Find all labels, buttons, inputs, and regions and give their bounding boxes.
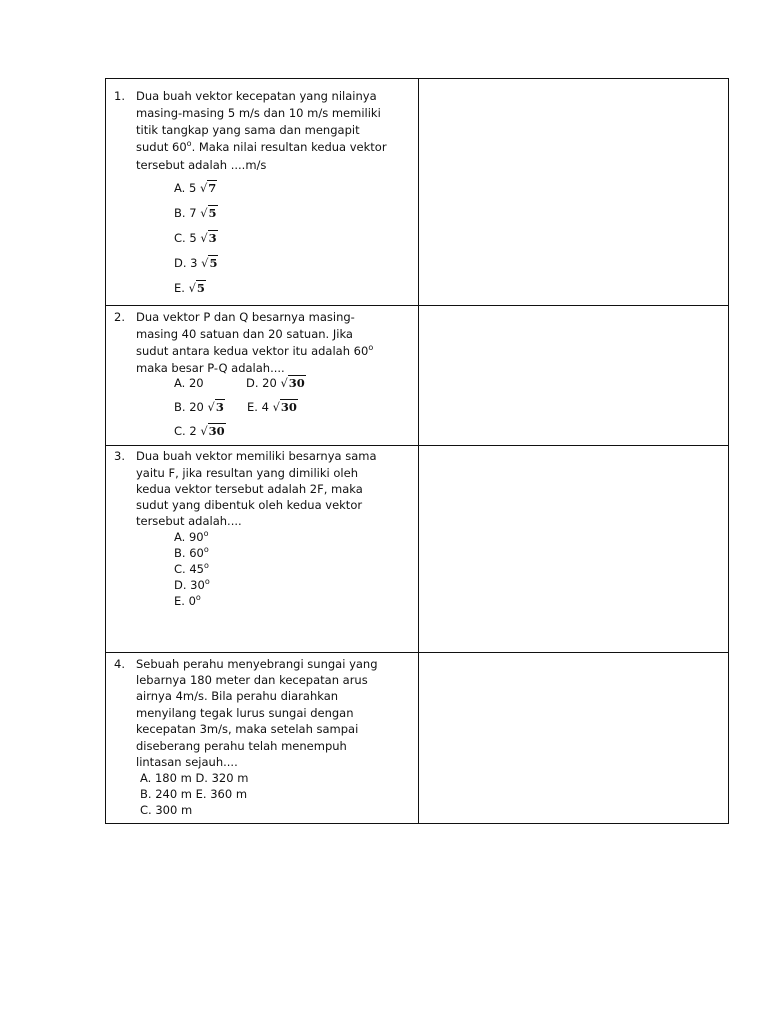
answer-cell <box>419 306 728 445</box>
sqrt-symbol: √5 <box>200 206 217 220</box>
option-b: B. 7 √5 <box>174 206 217 220</box>
table-row <box>106 305 728 445</box>
option-b: B. 20 √3 <box>174 400 224 414</box>
answer-cell <box>419 79 728 305</box>
table-row <box>106 652 728 823</box>
sqrt-symbol: √30 <box>280 376 305 390</box>
question-text-line: kecepatan 3m/s, maka setelah sampai <box>136 722 359 736</box>
question-table <box>105 78 729 824</box>
table-row <box>106 445 728 652</box>
question-number: 1. <box>114 89 125 103</box>
question-text-line: sudut antara kedua vektor itu adalah 60$^o$ <box>136 343 374 358</box>
question-text-line: Sebuah perahu menyebrangi sungai yang <box>136 657 378 671</box>
question-text-line: airnya 4m/s. Bila perahu diarahkan <box>136 689 339 703</box>
option-e: E. 4 √30 <box>247 400 297 414</box>
option-a: A. 20 <box>174 376 204 390</box>
question-text-line: sudut yang dibentuk oleh kedua vektor <box>136 498 363 512</box>
question-text-line: Dua buah vektor memiliki besarnya sama <box>136 449 377 463</box>
question-text-line: Dua buah vektor kecepatan yang nilainya <box>136 89 377 103</box>
option-e: E. √5 <box>174 281 205 295</box>
question-text-line: masing-masing 5 m/s dan 10 m/s memiliki <box>136 106 381 120</box>
option-e: E. 0$^o$ <box>174 593 201 608</box>
question-text-line: kedua vektor tersebut adalah 2F, maka <box>136 482 363 496</box>
question-text-line: Dua vektor P dan Q besarnya masing- <box>136 310 355 324</box>
question-text-line: diseberang perahu telah menempuh <box>136 739 347 753</box>
question-cell <box>106 306 419 445</box>
sqrt-symbol: √30 <box>272 400 297 414</box>
question-number: 4. <box>114 657 125 671</box>
question-text-line: lebarnya 180 meter dan kecepatan arus <box>136 673 368 687</box>
question-number: 3. <box>114 449 125 463</box>
answer-cell <box>419 446 728 652</box>
question-cell <box>106 446 419 652</box>
table-row <box>106 79 728 305</box>
question-number: 2. <box>114 310 125 324</box>
question-text-line: maka besar P-Q adalah.... <box>136 361 285 375</box>
sqrt-symbol: √30 <box>200 424 225 438</box>
question-text-line: menyilang tegak lurus sungai dengan <box>136 706 354 720</box>
question-text-line: tersebut adalah.... <box>136 514 242 528</box>
option-c: C. 2 √30 <box>174 424 225 438</box>
option-line: A. 180 m D. 320 m <box>140 771 249 785</box>
sqrt-symbol: √3 <box>207 400 224 414</box>
option-line: B. 240 m E. 360 m <box>140 787 248 801</box>
question-cell <box>106 653 419 823</box>
sqrt-symbol: √5 <box>201 256 218 270</box>
option-a: A. 5 √7 <box>174 181 217 195</box>
question-text-line: sudut 60$^o$. Maka nilai resultan kedua vektor <box>136 139 387 154</box>
option-a: A. 90$^o$ <box>174 529 209 544</box>
option-d: D. 3 √5 <box>174 256 218 270</box>
option-d: D. 20 √30 <box>246 376 305 390</box>
sqrt-symbol: √3 <box>200 231 217 245</box>
option-d: D. 30$^o$ <box>174 577 210 592</box>
option-c: C. 45$^o$ <box>174 561 209 576</box>
option-c: C. 5 √3 <box>174 231 217 245</box>
question-cell <box>106 79 419 305</box>
question-text-line: yaitu F, jika resultan yang dimiliki oleh <box>136 466 358 480</box>
sqrt-symbol: √5 <box>188 281 205 295</box>
sqrt-symbol: √7 <box>199 181 217 195</box>
option-b: B. 60$^o$ <box>174 545 209 560</box>
question-text-line: masing 40 satuan dan 20 satuan. Jika <box>136 327 353 341</box>
question-text-line: tersebut adalah ....m/s <box>136 158 267 172</box>
question-text-line: lintasan sejauh.... <box>136 755 238 769</box>
question-text-line: titik tangkap yang sama dan mengapit <box>136 123 360 137</box>
answer-cell <box>419 653 728 823</box>
option-line: C. 300 m <box>140 803 193 817</box>
